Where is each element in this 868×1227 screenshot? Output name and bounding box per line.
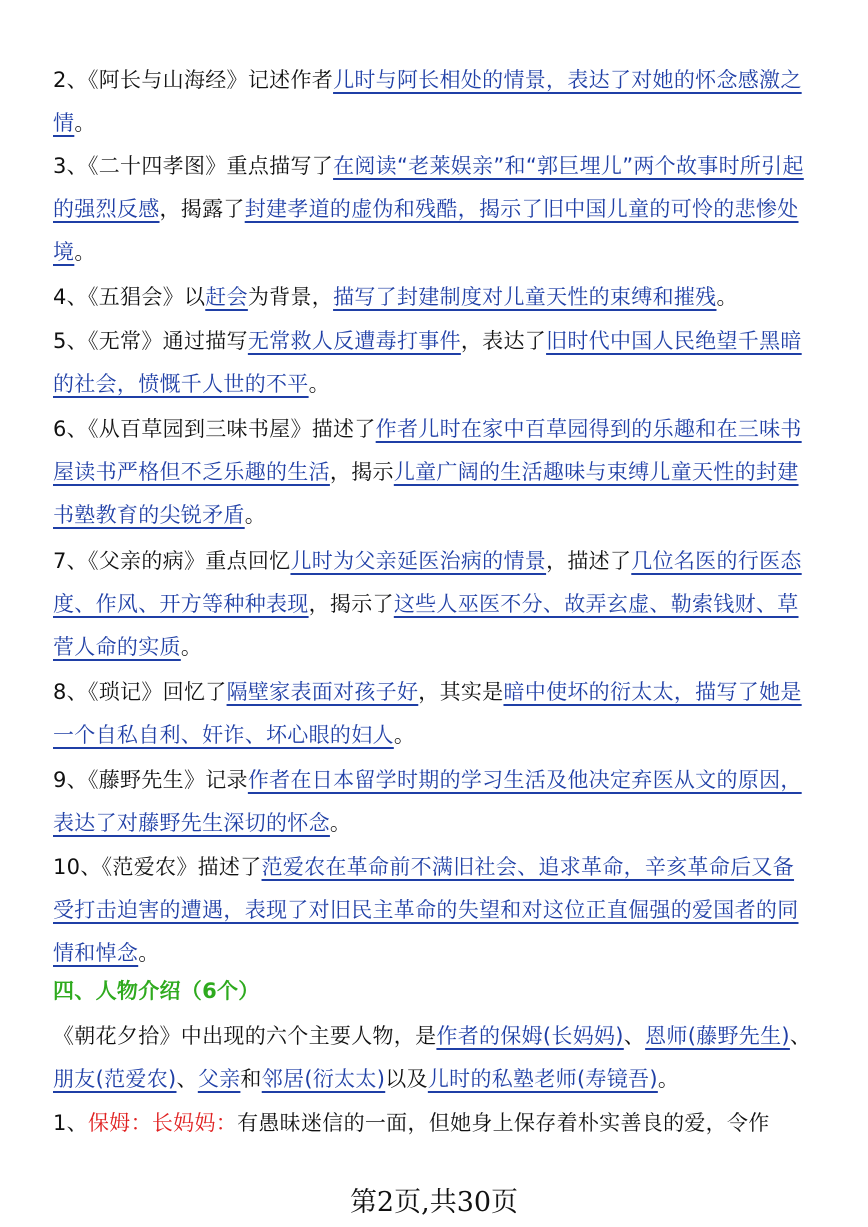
character-item-1 (53, 1102, 813, 1145)
summary-underlined-text: 暗中使坏的衍太太，描写了她是一个自私自利、奸诈、坏心眼的妇人 (53, 680, 802, 747)
summary-item-5 (53, 320, 813, 406)
section-heading: 四、人物介绍（6个） (53, 979, 260, 1003)
summary-item-9 (53, 759, 813, 845)
characters-intro (53, 1015, 813, 1101)
summary-underlined-text: 封建孝道的虚伪和残酷，揭示了旧中国儿童的可怜的悲惨处境 (53, 197, 799, 264)
summary-text: ，描述了 (546, 549, 632, 573)
summary-item-3 (53, 145, 813, 274)
intro-text: 、 (789, 1024, 812, 1048)
summary-text: 10、《范爱农》描述了 (53, 855, 262, 879)
summary-text: 9、《藤野先生》记录 (53, 768, 248, 792)
intro-text: 以及 (385, 1067, 428, 1091)
summary-item-7 (53, 540, 813, 669)
intro-underlined-text: 父亲 (197, 1067, 241, 1091)
summary-item-10 (53, 846, 813, 975)
summary-text: ，揭示 (329, 460, 394, 484)
summary-text: 。 (74, 111, 96, 135)
summary-text: 6、《从百草园到三味书屋》描述了 (53, 417, 376, 441)
summary-text: ，其实是 (418, 680, 504, 704)
summary-text: ，表达了 (460, 329, 547, 353)
intro-text: 、 (176, 1067, 198, 1091)
summary-text: 。 (393, 723, 416, 747)
summary-item-2 (53, 59, 813, 145)
summary-underlined-text: 在阅读“老莱娱亲”和“郭巨埋儿”两个故事时所引起的强烈反感 (53, 154, 804, 221)
summary-underlined-text: 儿时与阿长相处的情景，表达了对她的怀念感激之情 (53, 68, 802, 135)
summary-text: 。 (716, 285, 738, 309)
intro-text: 《朝花夕拾》中出现的六个主要人物，是 (53, 1024, 437, 1048)
summary-underlined-text: 儿时为父亲延医治病的情景 (290, 549, 547, 573)
intro-underlined-text: 儿时的私塾老师(寿镜吾) (427, 1067, 658, 1091)
summary-underlined-text: 无常救人反遭毒打事件 (247, 329, 461, 353)
summary-text: ，揭露了 (159, 197, 245, 221)
intro-underlined-text: 恩师(藤野先生) (645, 1024, 790, 1048)
summary-text: 4、《五猖会》以 (53, 285, 206, 309)
summary-text: 为背景， (247, 285, 334, 309)
intro-text: 。 (657, 1067, 680, 1091)
summary-underlined-text: 描写了封建制度对儿童天性的束缚和摧残 (333, 285, 717, 309)
summary-text: 7、《父亲的病》重点回忆 (53, 549, 291, 573)
summary-item-8 (53, 671, 813, 757)
summary-underlined-text: 这些人巫医不分、故弄玄虚、勒索钱财、草菅人命的实质 (53, 592, 799, 659)
summary-text: ，揭示了 (308, 592, 394, 616)
summary-text: 。 (329, 811, 352, 835)
summary-underlined-text: 儿童广阔的生活趣味与束缚儿童天性的封建书塾教育的尖锐矛盾 (53, 460, 799, 527)
summary-underlined-text: 隔壁家表面对孩子好 (226, 680, 419, 704)
summary-text: 5、《无常》通过描写 (53, 329, 248, 353)
summary-text: 。 (308, 372, 330, 396)
intro-underlined-text: 朋友(范爱农) (53, 1067, 177, 1091)
summary-text: 。 (74, 240, 96, 264)
intro-text: 、 (623, 1024, 646, 1048)
summary-item-4 (53, 276, 813, 319)
summary-text: 8、《琐记》回忆了 (53, 680, 227, 704)
summary-underlined-text: 作者儿时在家中百草园得到的乐趣和在三味书屋读书严格但不乏乐趣的生活 (53, 417, 802, 484)
summary-item-6 (53, 408, 813, 537)
summary-text: 。 (244, 503, 267, 527)
item-number: 1、 (53, 1111, 88, 1135)
summary-text: 。 (180, 635, 203, 659)
character-label: 保姆：长妈妈： (87, 1111, 238, 1135)
intro-underlined-text: 作者的保姆(长妈妈) (436, 1024, 624, 1048)
summary-underlined-text: 旧时代中国人民绝望千黑暗的社会，愤慨千人世的不平 (53, 329, 802, 396)
intro-underlined-text: 邻居(衍太太) (261, 1067, 386, 1091)
summary-text: 2、《阿长与山海经》记述作者 (53, 68, 334, 92)
character-description: 有愚昧迷信的一面，但她身上保存着朴实善良的爱，令作 (237, 1111, 770, 1135)
page-footer: 第2页,共30页 (349, 1187, 519, 1218)
summary-underlined-text: 几位名医的行医态度、作风、开方等种种表现 (53, 549, 802, 616)
summary-underlined-text: 范爱农在革命前不满旧社会、追求革命，辛亥革命后又备受打击迫害的遭遇，表现了对旧民主革命的失望和对这位正直倔强的爱国者的同情和悼念 (53, 855, 799, 965)
summary-underlined-text: 赶会 (205, 285, 248, 309)
intro-text: 和 (240, 1067, 262, 1091)
summary-text: 。 (138, 941, 160, 965)
summary-underlined-text: 作者在日本留学时期的学习生活及他决定弃医从文的原因，表达了对藤野先生深切的怀念 (53, 768, 802, 835)
summary-text: 3、《二十四孝图》重点描写了 (53, 154, 334, 178)
